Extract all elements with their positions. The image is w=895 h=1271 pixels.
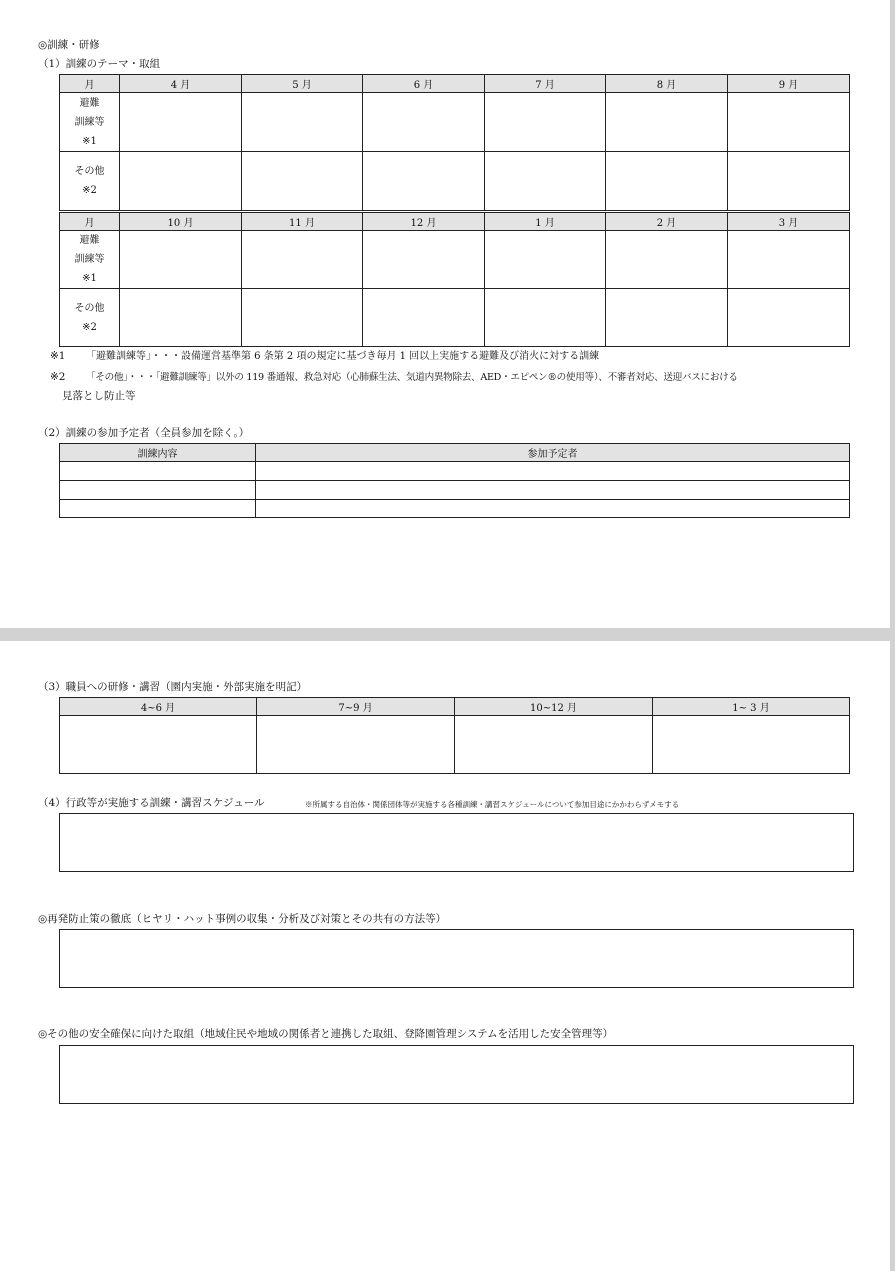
evacuation-drill-row	[60, 231, 850, 289]
schedule-cell[interactable]	[120, 93, 242, 152]
month-header: 7 月	[485, 75, 606, 93]
month-header-row	[60, 213, 850, 231]
participants-row	[60, 500, 850, 518]
schedule-cell[interactable]	[728, 93, 850, 152]
note1-mark: ※1	[50, 350, 66, 362]
month-header: 4 月	[120, 75, 242, 93]
page-1	[0, 0, 890, 628]
other-safety-heading: ◎その他の安全確保に向けた取組（地域住民や地域の関係者と連携した取組、登降園管理システムを活用した安全管理等）	[38, 1028, 614, 1040]
schedule-cell[interactable]	[606, 93, 728, 152]
participants-row	[60, 481, 850, 500]
staff-training-subheading: （3）職員への研修・講習（園内実施・外部実施を明記）	[38, 681, 308, 693]
recurrence-prevention-heading: ◎再発防止策の徹底（ヒヤリ・ハット事例の収集・分析及び対策とその共有の方法等）	[38, 913, 447, 925]
quarter-header-row	[60, 698, 850, 716]
evacuation-drill-label: 避難 訓練等 ※1	[60, 231, 120, 289]
participants-cell[interactable]	[256, 481, 850, 500]
quarter-header: 10~12 月	[455, 698, 653, 716]
planned-participants-header: 参加予定者	[256, 444, 850, 462]
schedule-cell[interactable]	[242, 152, 363, 211]
training-content-cell[interactable]	[60, 481, 256, 500]
quarter-header: 1~ 3 月	[653, 698, 850, 716]
quarter-cell[interactable]	[60, 716, 257, 774]
note2-text: 「その他」・・・「避難訓練等」以外の 119 番通報、救急対応（心肺蘇生法、気道内異物除去、AED・エピペン®の使用等）、不審者対応、送迎バスにおける	[86, 372, 738, 383]
schedule-cell[interactable]	[242, 93, 363, 152]
participants-cell[interactable]	[256, 500, 850, 518]
schedule-cell[interactable]	[728, 152, 850, 211]
training-heading: ◎訓練・研修	[38, 39, 100, 51]
schedule-cell[interactable]	[485, 152, 606, 211]
month-label: 月	[60, 213, 120, 231]
note2-text-continued: 見落とし防止等	[62, 390, 136, 402]
schedule-cell[interactable]	[120, 289, 242, 347]
admin-schedule-note: ※所属する自治体・関係団体等が実施する各種訓練・講習スケジュールについて参加目途にかかわらずメモする	[305, 800, 680, 809]
schedule-cell[interactable]	[606, 289, 728, 347]
evacuation-drill-row	[60, 93, 850, 152]
schedule-cell[interactable]	[728, 231, 850, 289]
training-theme-subheading: （1）訓練のテーマ・取組	[38, 58, 161, 70]
note1-text: 「避難訓練等」・・・設備運営基準第 6 条第 2 項の規定に基づき毎月 1 回以上実施する避難及び消火に対する訓練	[86, 351, 600, 362]
schedule-cell[interactable]	[120, 231, 242, 289]
training-content-cell[interactable]	[60, 462, 256, 481]
other-training-label: その他 ※2	[60, 289, 120, 347]
quarter-cell[interactable]	[257, 716, 455, 774]
participants-header-row	[60, 444, 850, 462]
admin-schedule-box[interactable]	[59, 813, 854, 872]
other-training-row	[60, 289, 850, 347]
training-content-cell[interactable]	[60, 500, 256, 518]
evacuation-drill-label: 避難 訓練等 ※1	[60, 93, 120, 152]
other-safety-box[interactable]	[59, 1045, 854, 1104]
quarter-row	[60, 716, 850, 774]
month-header: 5 月	[242, 75, 363, 93]
schedule-cell[interactable]	[363, 289, 485, 347]
schedule-cell[interactable]	[606, 152, 728, 211]
training-schedule-table-apr-sep	[59, 74, 850, 211]
schedule-cell[interactable]	[728, 289, 850, 347]
quarter-header: 7~9 月	[257, 698, 455, 716]
schedule-cell[interactable]	[363, 93, 485, 152]
schedule-cell[interactable]	[485, 93, 606, 152]
month-header: 3 月	[728, 213, 850, 231]
training-content-header: 訓練内容	[60, 444, 256, 462]
schedule-cell[interactable]	[242, 289, 363, 347]
month-header: 8 月	[606, 75, 728, 93]
schedule-cell[interactable]	[363, 231, 485, 289]
participants-subheading: （2）訓練の参加予定者（全員参加を除く。）	[38, 427, 250, 439]
page-2	[0, 641, 890, 1271]
month-header: 10 月	[120, 213, 242, 231]
month-label: 月	[60, 75, 120, 93]
month-header: 1 月	[485, 213, 606, 231]
schedule-cell[interactable]	[120, 152, 242, 211]
recurrence-prevention-box[interactable]	[59, 929, 854, 988]
schedule-cell[interactable]	[485, 289, 606, 347]
month-header-row	[60, 75, 850, 93]
month-header: 12 月	[363, 213, 485, 231]
quarter-header: 4~6 月	[60, 698, 257, 716]
month-header: 11 月	[242, 213, 363, 231]
other-training-row	[60, 152, 850, 211]
training-schedule-table-oct-mar	[59, 212, 850, 347]
other-training-label: その他 ※2	[60, 152, 120, 211]
schedule-cell[interactable]	[485, 231, 606, 289]
participants-cell[interactable]	[256, 462, 850, 481]
staff-training-table	[59, 697, 850, 774]
month-header: 2 月	[606, 213, 728, 231]
month-header: 6 月	[363, 75, 485, 93]
note2-mark: ※2	[50, 371, 66, 383]
schedule-cell[interactable]	[242, 231, 363, 289]
admin-schedule-subheading: （4）行政等が実施する訓練・講習スケジュール	[38, 797, 265, 809]
schedule-cell[interactable]	[363, 152, 485, 211]
participants-row	[60, 462, 850, 481]
quarter-cell[interactable]	[653, 716, 850, 774]
schedule-cell[interactable]	[606, 231, 728, 289]
participants-table	[59, 443, 850, 518]
month-header: 9 月	[728, 75, 850, 93]
quarter-cell[interactable]	[455, 716, 653, 774]
